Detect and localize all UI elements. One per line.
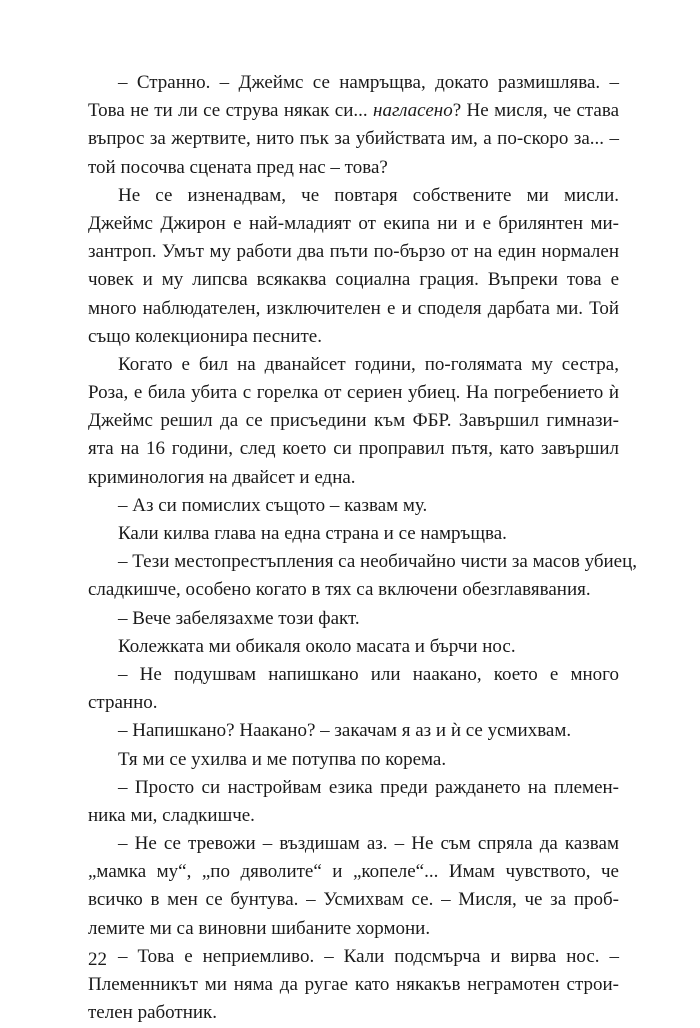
text-line: също колекционира песните. bbox=[88, 325, 322, 347]
text-line: Роза, е била убита с горелка от сериен убиец. На погребението ѝ bbox=[88, 382, 619, 404]
text-line: въпрос за жертвите, нито пък за убийствата им, а по-скоро за... – bbox=[88, 128, 619, 150]
text-line: ника ми, сладкишче. bbox=[88, 804, 255, 826]
text-line: – Не се тревожи – въздишам аз. – Не съм спряла да казвам bbox=[118, 833, 619, 855]
text-line: Колежката ми обикаля около масата и бърчи нос. bbox=[118, 635, 516, 657]
text-line: много наблюдателен, изключителен е и споделя дарбата ми. Той bbox=[88, 297, 619, 319]
text-line: Джеймс Джирон е най-младият от екипа ни и е брилянтен ми- bbox=[88, 212, 619, 234]
text-line: всичко в мен се бунтува. – Усмихвам се. – Мисля, че за проб- bbox=[88, 889, 619, 911]
text-line: зантроп. Умът му работи два пъти по-бързо от на един нормален bbox=[88, 241, 619, 263]
text-span: Това не ти ли се струва някак си... bbox=[88, 100, 374, 122]
text-line: Тя ми се ухилва и ме потупва по корема. bbox=[118, 748, 447, 770]
text-line: сладкишче, особено когато в тях са включени обезглавявания. bbox=[88, 579, 591, 601]
text-line: – Вече забелязахме този факт. bbox=[118, 607, 360, 629]
text-line: Джеймс решил да се присъедини към ФБР. Завършил гимнази- bbox=[88, 410, 619, 432]
text-line bbox=[88, 97, 619, 125]
text-line: Не се изненадвам, че повтаря собствените ми мисли. bbox=[118, 184, 619, 206]
text-line: – Не подушвам напишкано или наакано, което е много bbox=[118, 663, 619, 685]
body-text bbox=[88, 69, 638, 1027]
text-line: – Това е неприемливо. – Кали подсмърча и вирва нос. – bbox=[118, 945, 619, 967]
text-line: Племенникът ми няма да ругае като някакъв неграмотен строи- bbox=[88, 974, 619, 995]
text-line: – Тези местопрестъпления са необичайно чисти за масов убиец, bbox=[118, 551, 638, 573]
text-line: странно. bbox=[88, 692, 158, 714]
text-line: – Напишкано? Наакано? – закачам я аз и ѝ се усмихвам. bbox=[118, 720, 572, 742]
text-line: – Аз си помислих същото – казвам му. bbox=[118, 494, 428, 516]
italic-text: нагласено bbox=[373, 100, 453, 122]
text-line: човек и му липсва всякаква социална грация. Въпреки това е bbox=[88, 269, 619, 291]
text-line: ята на 16 години, след което си проправил пътя, като завършил bbox=[88, 438, 619, 460]
text-span: ? Не мисля, че става bbox=[452, 100, 620, 122]
text-line: – Просто си настройвам езика преди раждането на племен- bbox=[118, 776, 619, 798]
text-line: Когато е бил на дванайсет години, по-голямата му сестра, bbox=[118, 353, 619, 375]
text-line: Кали килва глава на една страна и се намръщва. bbox=[118, 523, 507, 544]
text-line: – Странно. – Джеймс се намръщва, докато размишлява. – bbox=[118, 72, 619, 93]
text-line: телен работник. bbox=[88, 1002, 218, 1024]
text-line: той посочва сцената пред нас – това? bbox=[88, 156, 388, 178]
page-number: 22 bbox=[88, 949, 107, 970]
text-line: лемите ми са виновни шибаните хормони. bbox=[88, 917, 431, 939]
text-line: „мамка му“, „по дяволите“ и „копеле“... Имам чувството, че bbox=[88, 861, 619, 883]
text-line: криминология на двайсет и една. bbox=[88, 466, 356, 488]
